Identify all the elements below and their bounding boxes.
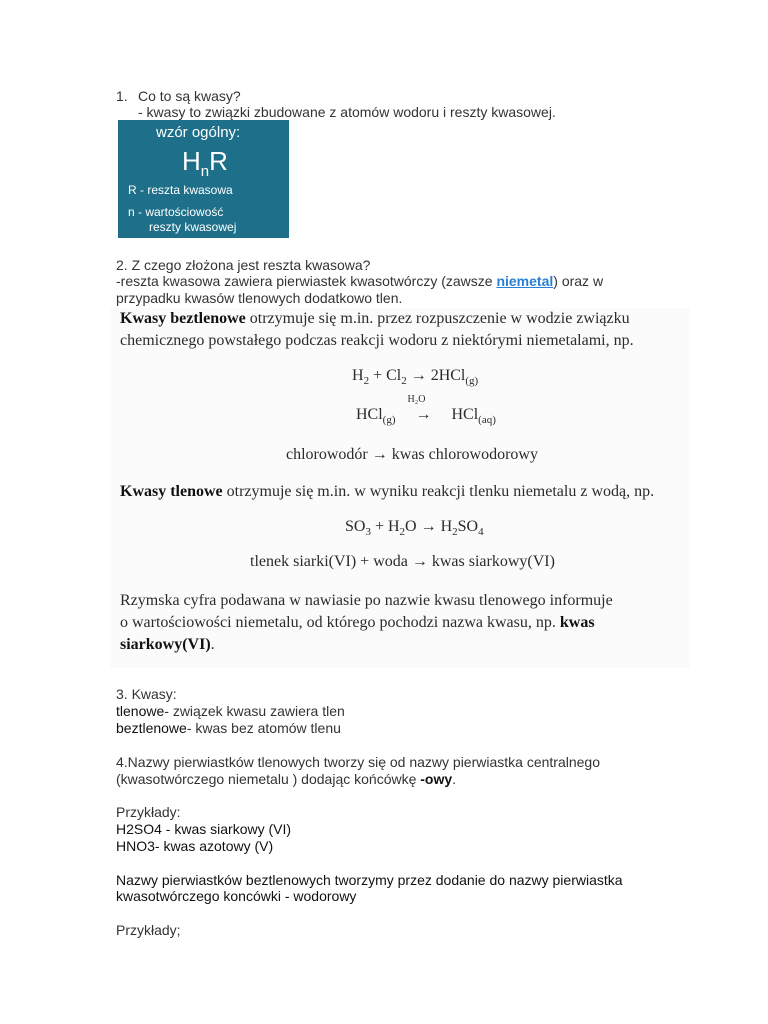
eq4-c: O → H (405, 518, 453, 535)
formula-r-desc: R - reszta kwasowa (128, 183, 233, 197)
formula-n-desc-2: reszty kwasowej (149, 220, 237, 234)
eq1-a: H (352, 367, 364, 384)
equation-4 (345, 518, 484, 538)
q1-heading: Co to są kwasy? (138, 88, 241, 104)
p3-line2-bold: kwas (559, 614, 595, 631)
q4-example-1: H2SO4 - kwas siarkowy (VI) (116, 821, 292, 837)
eq1-c: → 2HCl (406, 367, 466, 384)
eq2-a: HCl (356, 406, 383, 423)
formula-hnr (182, 146, 228, 181)
eq4-c-sub: 2 (452, 526, 458, 539)
q3-heading: 3. Kwasy: (116, 686, 177, 702)
p1-line1 (120, 310, 630, 328)
p1-rest: otrzymuje się m.in. przez rozpuszczenie w wodzie związku (245, 310, 630, 327)
q5-examples-label: Przykłady; (116, 922, 181, 938)
q3-beztlenowe (116, 720, 341, 737)
q2-line1-text: -reszta kwasowa zawiera pierwiastek kwasotwórczy (zawsze (116, 273, 497, 289)
eq1-a-sub: 2 (363, 375, 370, 388)
q4-line2 (116, 771, 456, 788)
eq2-b-sub: (aq) (478, 414, 496, 427)
beztlenowe-term: beztlenowe (116, 720, 187, 736)
q2-line1-end: ) oraz w (553, 273, 604, 289)
p3-line1: Rzymska cyfra podawana w nawiasie po nazwie kwasu tlenowego informuje (120, 592, 613, 609)
q3-tlenowe (116, 703, 345, 720)
eq4-a-sub: 3 (365, 526, 371, 539)
formula-n-desc-1: n - wartościowość (128, 205, 224, 219)
formula-r: R (209, 146, 228, 176)
eq1-b-sub: 2 (401, 375, 407, 388)
eq4-b-sub: 2 (399, 526, 406, 539)
eq4-a: SO (345, 518, 366, 535)
beztlenowe-desc: - kwas bez atomów tlenu (186, 720, 341, 736)
arrow-label: H₂O (407, 394, 426, 405)
p3-line2-rest: o wartościowości niemetalu, od którego pochodzi nazwa kwasu, np. (120, 614, 560, 631)
eq4-d-sub: 4 (478, 526, 484, 539)
formula-box (118, 120, 289, 238)
q5-line1: Nazwy pierwiastków beztlenowych tworzymy przez dodanie do nazwy pierwiastka (116, 872, 623, 888)
p3-line3-bold: siarkowy(VI) (120, 636, 211, 653)
p2-line (120, 483, 654, 501)
q1-number: 1. (116, 88, 128, 104)
equation-3: chlorowodór → kwas chlorowodorowy (286, 446, 538, 463)
p1-line2: chemicznego powstałego podczas reakcji wodoru z niektórymi niemetalami, np. (120, 332, 634, 349)
q2-heading: 2. Z czego złożona jest reszta kwasowa? (116, 257, 371, 273)
tlenowe-desc: - związek kwasu zawiera tlen (164, 703, 345, 719)
equation-1 (352, 367, 478, 387)
p3-line2 (120, 614, 595, 632)
formula-n: n (200, 163, 210, 180)
eq4-b: + H (370, 518, 400, 535)
p3-line3-end: . (210, 636, 215, 653)
eq4-d: SO (457, 518, 479, 535)
q2-line1 (116, 273, 603, 290)
q2-line2: przypadku kwasów tlenowych dodatkowo tlen. (116, 290, 403, 306)
eq1-c-sub: (g) (465, 375, 479, 388)
formula-title: wzór ogólny: (156, 124, 241, 141)
equation-2 (356, 394, 496, 427)
eq2-a-sub: (g) (382, 414, 396, 427)
eq2-b: HCl (451, 406, 479, 423)
p2-rest: otrzymuje się m.in. w wyniku reakcji tlenku niemetalu z wodą, np. (222, 483, 655, 500)
q5-line2: kwasotwórczego koncówki - wodorowy (116, 888, 357, 904)
equation-5: tlenek siarki(VI) + woda → kwas siarkowy(VI) (250, 553, 555, 570)
q4-examples-label: Przykłady: (116, 804, 181, 820)
q4-example-2: HNO3- kwas azotowy (V) (116, 838, 274, 854)
tlenowe-term: tlenowe (116, 703, 165, 719)
niemetal-link[interactable]: niemetal (496, 273, 554, 289)
formula-h: H (182, 146, 201, 176)
p3-line3 (120, 636, 215, 654)
p2-bold: Kwasy tlenowe (120, 483, 223, 500)
eq1-b: + Cl (369, 367, 402, 384)
p1-bold: Kwasy beztlenowe (120, 310, 246, 327)
q4-line2-text: (kwasotwórczego niemetalu ) dodając końcówkę (116, 771, 421, 787)
q4-suffix-owy: -owy (420, 771, 453, 787)
q4-line2-end: . (452, 771, 457, 787)
q1-answer: - kwasy to związki zbudowane z atomów wodoru i reszty kwasowej. (138, 104, 556, 120)
reaction-arrow: H₂O → (407, 394, 432, 423)
textbook-excerpt (110, 308, 690, 668)
q4-line1: 4.Nazwy pierwiastków tlenowych tworzy się od nazwy pierwiastka centralnego (116, 754, 600, 770)
